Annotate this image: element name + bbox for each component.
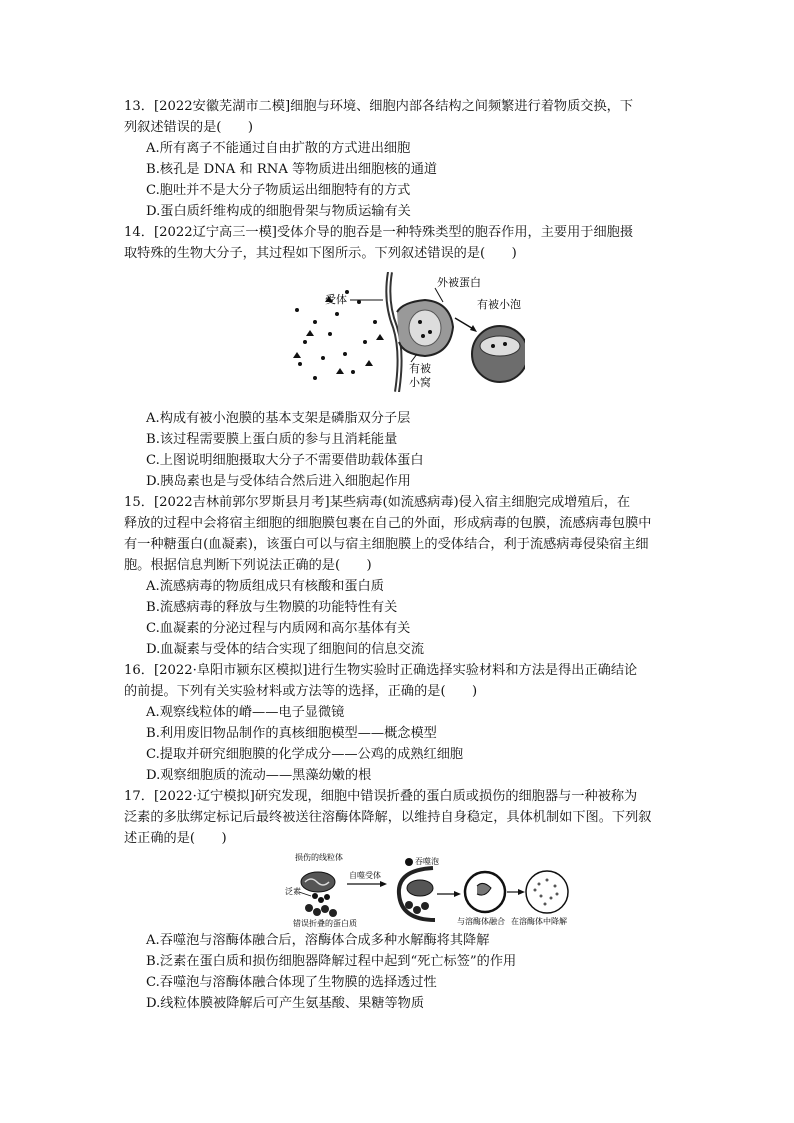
q15-option-d: D.血凝素与受体的结合实现了细胞间的信息交流 [146, 642, 425, 657]
q16-option-a: A.观察线粒体的嵴——电子显微镜 [146, 705, 345, 720]
label-autophagosome: 吞噬泡 [415, 857, 439, 866]
q13-option-c: C.胞吐并不是大分子物质运出细胞特有的方式 [146, 183, 411, 198]
label-coat-protein: 外被蛋白 [437, 276, 481, 289]
q16-option-b: B.利用废旧物品制作的真核细胞模型——概念模型 [146, 726, 437, 741]
label-coated-pit-line2: 小窝 [409, 376, 431, 389]
q17-option-a: A.吞噬泡与溶酶体融合后，溶酶体合成多种水解酶将其降解 [146, 933, 490, 948]
label-ubiquitin: 泛素 [285, 887, 301, 896]
label-coated-vesicle: 有被小泡 [477, 298, 521, 311]
q13-option-b: B.核孔是 DNA 和 RNA 等物质进出细胞核的通道 [146, 162, 438, 177]
label-fusion: 与溶酶体融合 [457, 917, 505, 926]
q13-stem-line2: 列叙述错误的是( ) [124, 120, 253, 135]
label-damaged-mito: 损伤的线粒体 [295, 853, 343, 862]
q14-option-a: A.构成有被小泡膜的基本支架是磷脂双分子层 [146, 411, 411, 426]
label-autophagy-receptor: 自噬受体 [349, 871, 381, 880]
q14-option-c: C.上图说明细胞摄取大分子不需要借助载体蛋白 [146, 453, 424, 468]
q13-stem-line1: 13．[2022安徽芜湖市二模]细胞与环境、细胞内部各结构之间频繁进行着物质交换，下 [124, 99, 634, 114]
q15-stem-line2: 释放的过程中会将宿主细胞的细胞膜包裹在自己的外面，形成病毒的包膜，流感病毒包膜中 [124, 516, 652, 531]
q14-option-b: B.该过程需要膜上蛋白质的参与且消耗能量 [146, 432, 398, 447]
q13-option-d: D.蛋白质纤维构成的细胞骨架与物质运输有关 [146, 204, 411, 219]
ubiquitin-chain [312, 893, 330, 903]
q17-option-c: C.吞噬泡与溶酶体融合体现了生物膜的选择透过性 [146, 975, 437, 990]
q17-option-d: D.线粒体膜被降解后可产生氨基酸、果糖等物质 [146, 996, 425, 1011]
label-misfolded: 错误折叠的蛋白质 [293, 919, 357, 928]
lysosome-degrading [526, 871, 568, 913]
q17-stem-line3: 述正确的是( ) [124, 831, 227, 846]
q16-option-c: C.提取并研究细胞膜的化学成分——公鸡的成熟红细胞 [146, 747, 464, 762]
label-coated-pit-line1: 有被 [409, 362, 431, 375]
q16-stem-line1: 16．[2022·阜阳市颍东区模拟]进行生物实验时正确选择实验材料和方法是得出正确结论 [124, 663, 638, 678]
q17-option-b: B.泛素在蛋白质和损伤细胞器降解过程中起到“死亡标签”的作用 [146, 954, 517, 969]
q17-stem-line1: 17．[2022·辽宁模拟]研究发现，细胞中错误折叠的蛋白质或损伤的细胞器与一种被称为 [124, 789, 638, 804]
q15-option-a: A.流感病毒的物质组成只有核酸和蛋白质 [146, 579, 384, 594]
endocytosis-figure [285, 272, 525, 392]
q14-stem-line2: 取特殊的生物大分子，其过程如下图所示。下列叙述错误的是( ) [124, 246, 517, 261]
q16-option-d: D.观察细胞质的流动——黑藻幼嫩的根 [146, 768, 372, 783]
plasma-membrane [388, 272, 399, 392]
q15-option-c: C.血凝素的分泌过程与内质网和高尔基体有关 [146, 621, 411, 636]
q17-stem-line2: 泛素的多肽绑定标记后最终被送往溶酶体降解，以维持自身稳定，具体机制如下图。下列叙 [124, 810, 652, 825]
q15-option-b: B.流感病毒的释放与生物膜的功能特性有关 [146, 600, 398, 615]
q15-stem-line3: 有一种糖蛋白(血凝素)，该蛋白可以与宿主细胞膜上的受体结合，利于流感病毒侵染宿主细 [124, 537, 649, 552]
q14-stem-line1: 14．[2022辽宁高三一模]受体介导的胞吞是一种特殊类型的胞吞作用，主要用于细胞摄 [124, 225, 634, 240]
q14-option-d: D.胰岛素也是与受体结合然后进入细胞起作用 [146, 474, 411, 489]
q16-stem-line2: 的前提。下列有关实验材料或方法等的选择，正确的是( ) [124, 684, 478, 699]
misfolded-protein-cluster [305, 904, 337, 917]
label-degrade: 在溶酶体中降解 [511, 917, 567, 926]
q15-stem-line4: 胞。根据信息判断下列说法正确的是( ) [124, 558, 372, 573]
q13-option-a: A.所有离子不能通过自由扩散的方式进出细胞 [146, 141, 411, 156]
label-receptor: 受体 [325, 293, 347, 306]
q15-stem-line1: 15．[2022吉林前郭尔罗斯县月考]某些病毒(如流感病毒)侵入宿主细胞完成增殖后，在 [124, 495, 631, 510]
autophagy-figure [285, 850, 575, 928]
